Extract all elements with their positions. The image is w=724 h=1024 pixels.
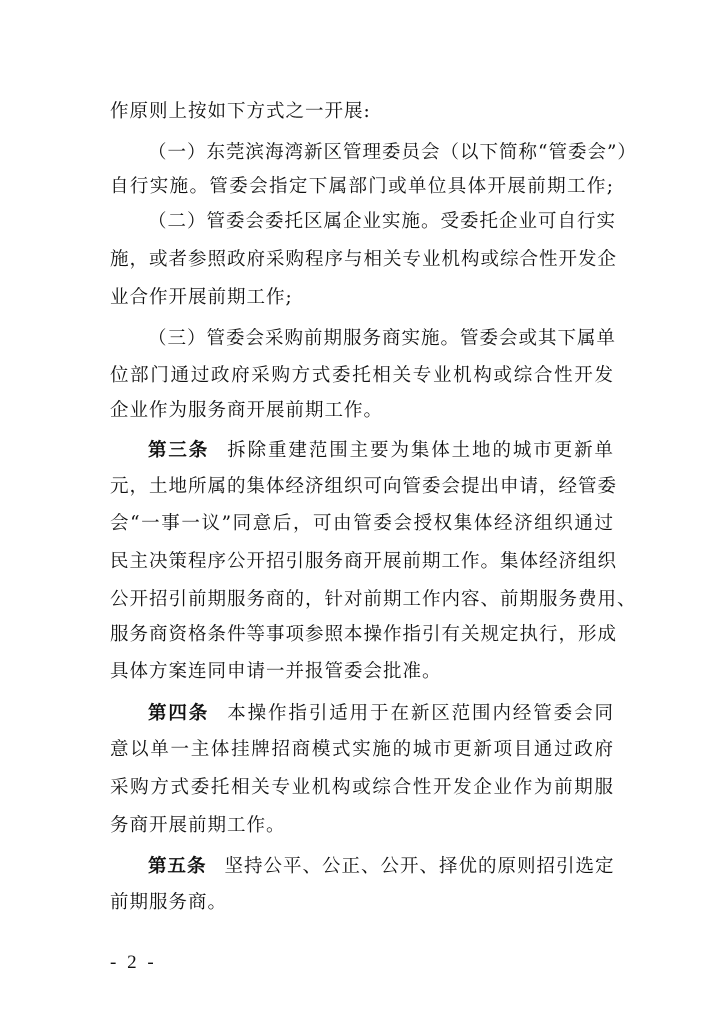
- text-line-12: 会“一事一议”同意后，可由管委会授权集体经济组织通过: [110, 513, 614, 534]
- text-line-18: 意以单一主体挂牌招商模式实施的城市更新项目通过政府: [110, 739, 614, 760]
- text-line-6: 业合作开展前期工作;: [110, 287, 293, 308]
- text-line-22: 前期服务商。: [110, 892, 228, 913]
- article-5-text: 坚持公平、公正、公开、择优的原则招引选定: [224, 856, 615, 877]
- text-line-15: 服务商资格条件等事项参照本操作指引有关规定执行，形成: [110, 624, 618, 645]
- text-line-2: （一）东莞滨海湾新区管理委员会（以下简称“管委会”）: [148, 142, 637, 163]
- text-line-4: （二）管委会委托区属企业实施。受委托企业可自行实: [148, 211, 617, 232]
- text-line-1: 作原则上按如下方式之一开展:: [110, 101, 371, 122]
- page-number: - 2 -: [110, 952, 157, 973]
- text-line-9: 企业作为服务商开展前期工作。: [110, 400, 384, 421]
- text-line-8: 位部门通过政府采购方式委托相关专业机构或综合性开发: [110, 365, 614, 386]
- text-line-19: 采购方式委托相关专业机构或综合性开发企业作为前期服: [110, 777, 614, 798]
- text-line-14: 公开招引前期服务商的，针对前期工作内容、前期服务费用、: [110, 589, 637, 610]
- article-4-text: 本操作指引适用于在新区范围内经管委会同: [227, 703, 614, 724]
- article-3-first-line: [148, 435, 614, 467]
- text-line-5: 施，或者参照政府采购程序与相关专业机构或综合性开发企: [110, 249, 618, 270]
- text-line-20: 务商开展前期工作。: [110, 815, 286, 836]
- text-line-13: 民主决策程序公开招引服务商开展前期工作。集体经济组织: [110, 551, 618, 572]
- article-3-text: 拆除重建范围主要为集体土地的城市更新单: [227, 440, 614, 461]
- text-line-16: 具体方案连同申请一并报管委会批准。: [110, 661, 442, 682]
- article-5-heading: 第五条: [148, 856, 207, 877]
- text-line-3: 自行实施。管委会指定下属部门或单位具体开展前期工作;: [110, 176, 614, 197]
- article-5-first-line: [148, 851, 614, 883]
- text-line-11: 元，土地所属的集体经济组织可向管委会提出申请，经管委: [110, 476, 618, 497]
- article-3-heading: 第三条: [148, 440, 210, 461]
- article-4-heading: 第四条: [148, 703, 210, 724]
- article-4-first-line: [148, 698, 614, 730]
- text-line-7: （三）管委会采购前期服务商实施。管委会或其下属单: [148, 328, 617, 349]
